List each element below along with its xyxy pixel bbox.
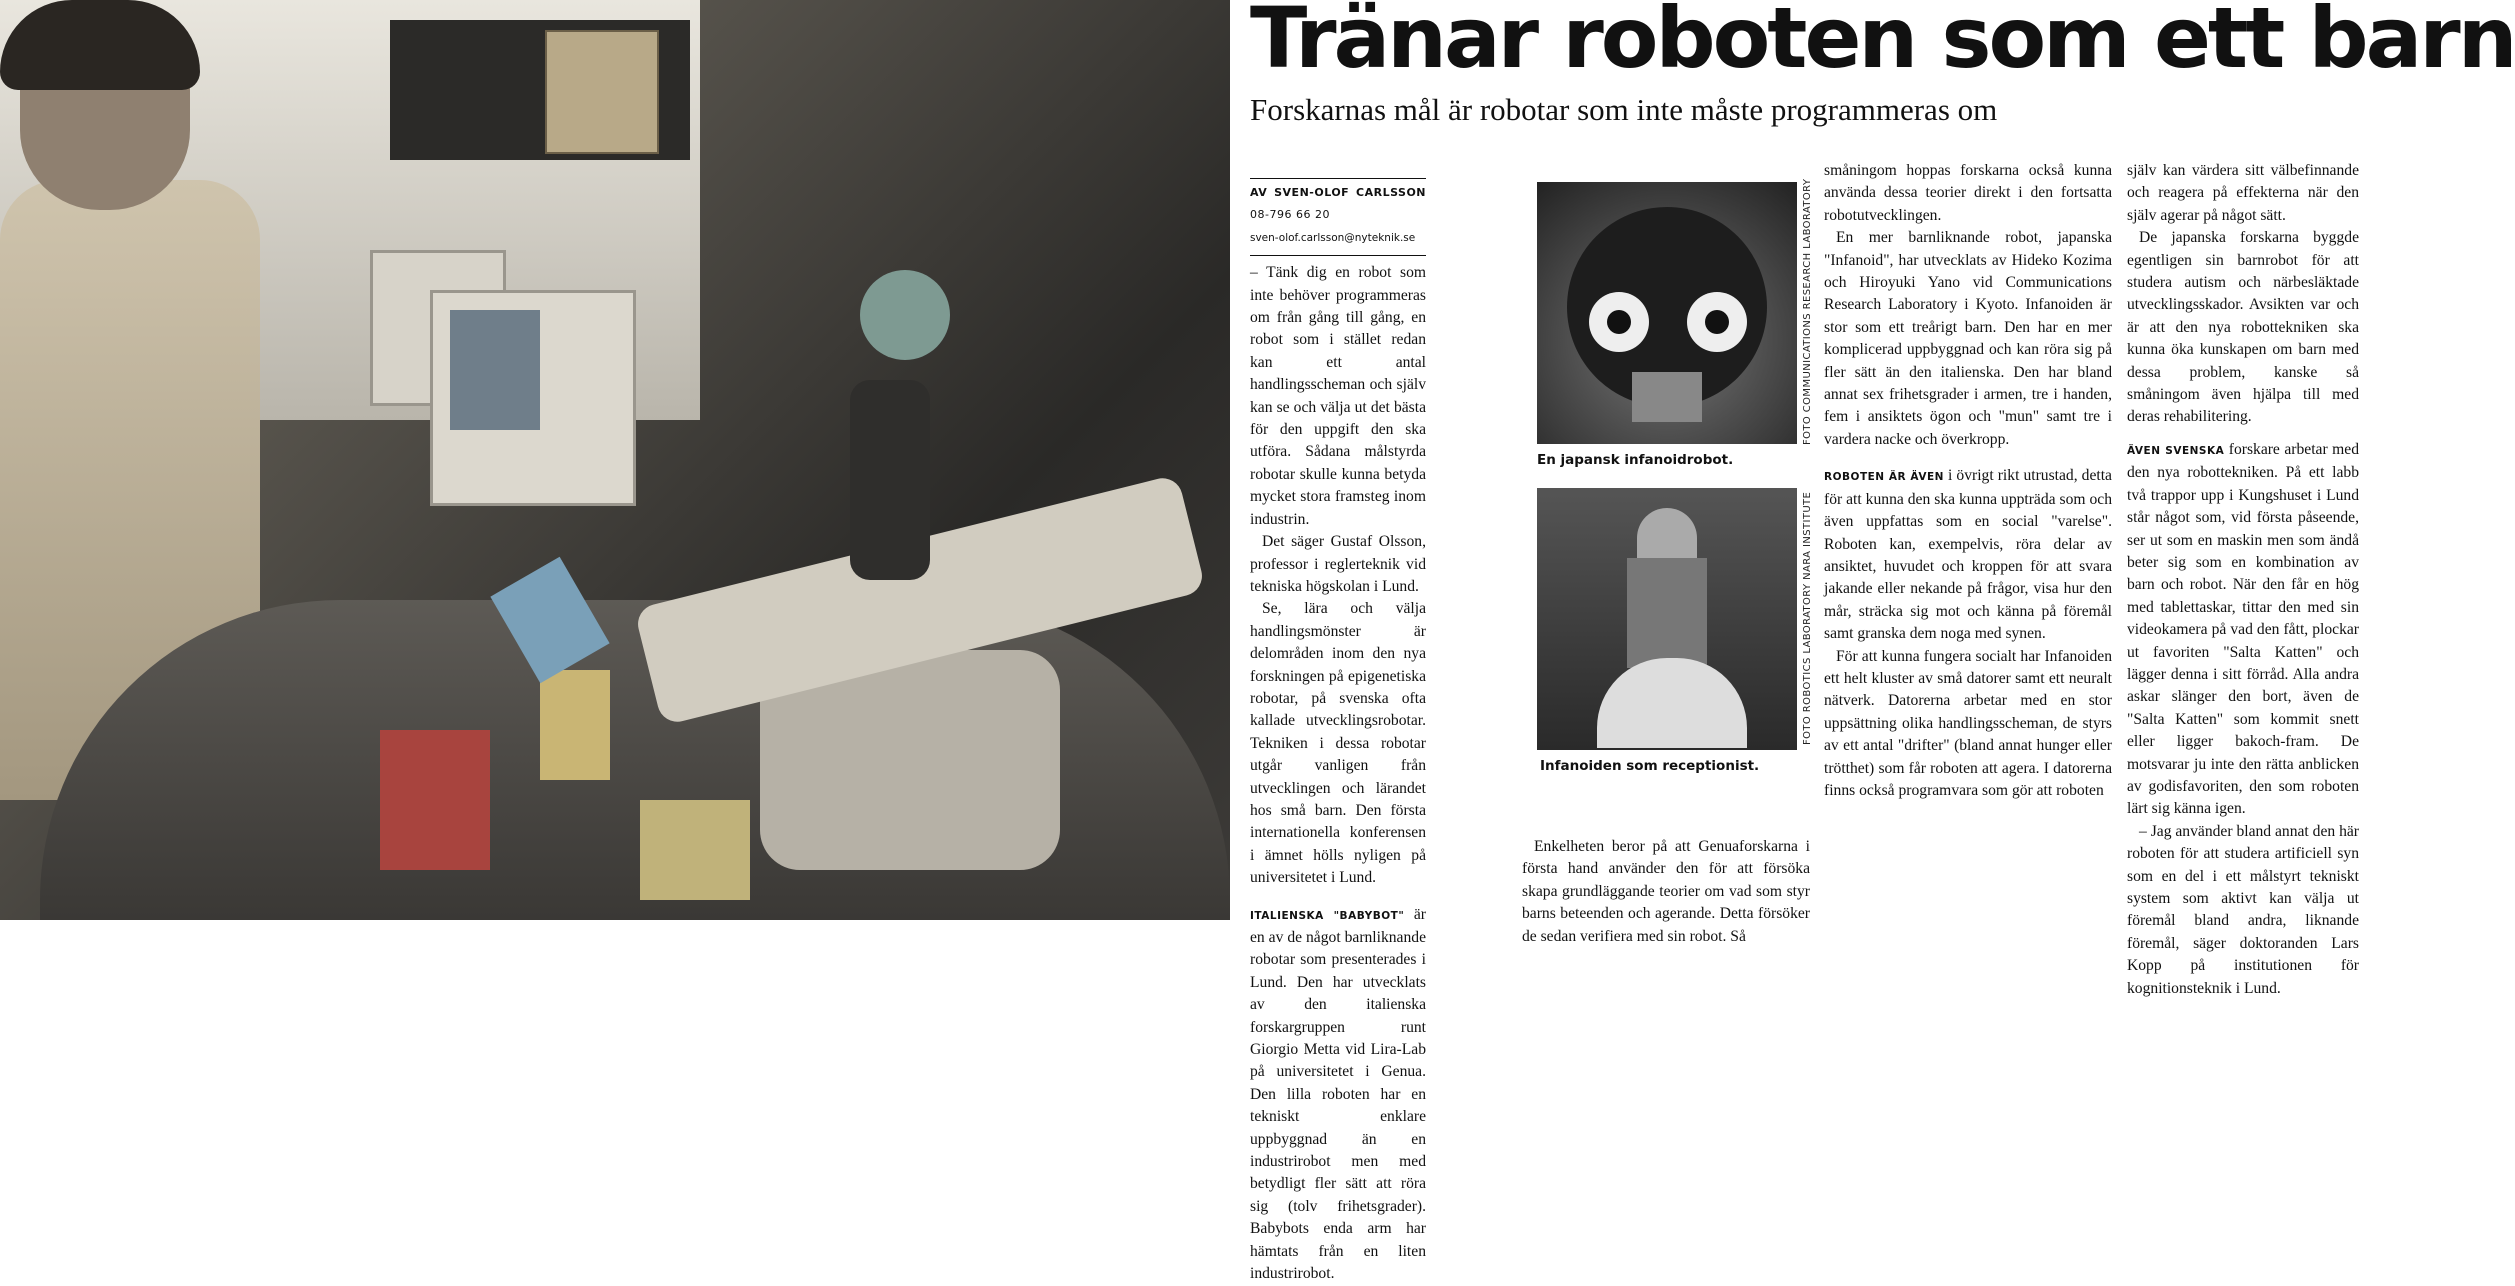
byline-author: AV SVEN-OLOF CARLSSON xyxy=(1250,186,1426,199)
paragraph: själv kan värdera sitt välbefinnande och reagera på effekterna när den själv agerar på något sätt. xyxy=(2127,162,2359,224)
paragraph-text: forskare arbetar med den nya robottekniken. På ett labb två trappor upp i Kungshuset i Lund står något som, vid första påseende, ser ut som en maskin men som ändå beter sig som en kombination av barn och robot. När den får en hög med tablettaskar, tittar den med sin videokamera på vad den fått, plockar ut favoriten "Salta Katten" och lägger denna i sitt förråd. Alla andra askar slänger den bort, även de "Salta Katten" som kommit snett eller ligger bakoch-fram. De motsvarar ju inte den rätta anblicken av godisfavoriten, den som roboten lärt sig känna igen. xyxy=(2127,440,2359,818)
photo-lego-1 xyxy=(380,730,490,870)
figure-infanoid-receptionist xyxy=(1537,488,1797,750)
figure-2-credit: FOTO ROBOTICS LABORATORY NARA INSTITUTE xyxy=(1802,491,1813,745)
robot-pupil-left xyxy=(1607,310,1631,334)
article xyxy=(1232,0,2515,1283)
paragraph-text: i övrigt rikt utrustad, detta för att kunna den ska kunna uppträda som och även uppfattas som en social "varelse". Roboten kan, exempelvis, röra delar av ansiktet, huvudet och kroppen för att svara jakande eller nekande på frågor, visa hur den mår, sträcka sig mot och känna på föremål samt granska dem noga med synen. xyxy=(1824,467,2112,643)
paragraph: De japanska forskarna byggde egentligen sin barnrobot för att studera autism och närbesläktade utvecklingsskador. Avsikten var och är att den nya robottekniken ska kunna öka kunskapen om barn med dessa problem, kanske så småningom även hjälpa till med deras rehabilitering. xyxy=(2127,229,2359,426)
paragraph: småningom hoppas forskarna också kunna använda dessa teorier direkt i den fortsatta robotutvecklingen. xyxy=(1824,162,2112,224)
paragraph: En mer barnliknande robot, japanska "Infanoid", har utvecklats av Hideko Kozima och Hiroyuki Yano vid Communications Research Laboratory i Kyoto. Infanoiden är stor som ett treårigt barn. Den har en mer komplicerad uppbyggnad och kan röra sig på fler sätt än den italienska. Den har bland annat sex frihetsgrader i armen, tre i handen, fem i ansiktets ögon och "mun" samt tre i vardera nacke och överkropp. xyxy=(1824,229,2112,448)
lead-photo xyxy=(0,0,1230,920)
robot-pupil-right xyxy=(1705,310,1729,334)
column-1 xyxy=(1250,178,1426,1286)
paragraph: – Tänk dig en robot som inte behöver programmeras om från gång till gång, en robot som i stället redan kan ett antal handlingsscheman och själv kan se och välja ut det bästa för den uppgift den ska utföra. Sådana målstyrda robotar skulle kunna betyda mycket stora framsteg inom industrin. xyxy=(1250,264,1426,528)
kicker: ROBOTEN ÄR ÄVEN xyxy=(1824,471,1944,484)
paragraph: Se, lära och välja handlingsmönster är delområden inom den nya forskningen på epigenetiska robotar, på svenska ofta kallade utvecklingsrobotar. Tekniken i dessa robotar utgår vanligen från utvecklingen och lärandet hos små barn. Den första internationella konferensen i ämnet hölls nyligen på universitetet i Lund. xyxy=(1250,600,1426,887)
paragraph: För att kunna fungera socialt har Infanoiden ett helt kluster av små datorer samt ett neuralt nätverk. Datorerna arbetar med en stor uppsättning olika handlingsscheman, de styrs av ett antal "drifter" (bland annat hunger eller trötthet) som får roboten att agera. I datorerna finns också programvara som gör att roboten xyxy=(1824,647,2112,799)
photo-robot-head xyxy=(860,270,950,360)
column-3 xyxy=(1824,160,2112,802)
paragraph: Det säger Gustaf Olsson, professor i reglerteknik vid tekniska högskolan i Lund. xyxy=(1250,533,1426,595)
headline: Tränar roboten som ett barn xyxy=(1250,0,2515,87)
figure-1-credit: FOTO COMMUNICATIONS RESEARCH LABORATORY xyxy=(1802,178,1813,445)
paragraph: – Jag använder bland annat den här roboten för att studera artificiell syn som en del i ett målstyrt tekniskt system som aktivt kan välja ut föremål bland andra, liknande föremål, säger doktoranden Lars Kopp på institutionen för kognitionsteknik i Lund. xyxy=(2127,822,2359,997)
photo-robot-column xyxy=(850,380,930,580)
photo-lego-2 xyxy=(640,800,750,900)
paragraph xyxy=(1250,904,1426,1286)
byline-email: sven-olof.carlsson@nyteknik.se xyxy=(1250,227,1426,256)
paragraph xyxy=(2127,439,2359,821)
column-4 xyxy=(2127,160,2359,1000)
kicker: ITALIENSKA "BABYBOT" xyxy=(1250,909,1405,922)
robot-torso xyxy=(1627,558,1707,668)
photo-screen xyxy=(450,310,540,430)
paragraph xyxy=(1824,465,2112,645)
robot-mouth xyxy=(1632,372,1702,422)
subheadline: Forskarnas mål är robotar som inte måste programmeras om xyxy=(1250,92,1998,127)
kicker: ÄVEN SVENSKA xyxy=(2127,444,2225,457)
figure-1-caption: En japansk infanoidrobot. xyxy=(1537,452,1734,468)
photo-lego-3 xyxy=(540,670,610,780)
byline-phone: 08-796 66 20 xyxy=(1250,208,1330,222)
robot-desk xyxy=(1597,658,1747,748)
robot-hat xyxy=(1637,508,1697,558)
paragraph: Enkelheten beror på att Genuaforskarna i första hand använder den för att försöka skapa grundläggande teorier om vad som styr barns beteenden och agerande. Detta försöker de sedan verifiera med sin robot. Så xyxy=(1522,838,1810,945)
photo-person-hair xyxy=(0,0,200,90)
figure-infanoid-head xyxy=(1537,182,1797,444)
photo-binder xyxy=(545,30,659,154)
column-2 xyxy=(1522,836,1810,948)
byline xyxy=(1250,178,1426,227)
figure-2-caption: Infanoiden som receptionist. xyxy=(1540,758,1760,774)
paragraph-text: är en av de något barnliknande robotar som presenterades i Lund. Den har utvecklats av den italienska forskargruppen runt Giorgio Metta vid Lira-Lab på universitetet i Genua. Den lilla roboten har en tekniskt enklare uppbyggnad än en industrirobot men med betydligt fler sätt att röra sig (tolv frihetsgrader). Babybots enda arm har hämtats från en liten industrirobot. xyxy=(1250,905,1426,1283)
